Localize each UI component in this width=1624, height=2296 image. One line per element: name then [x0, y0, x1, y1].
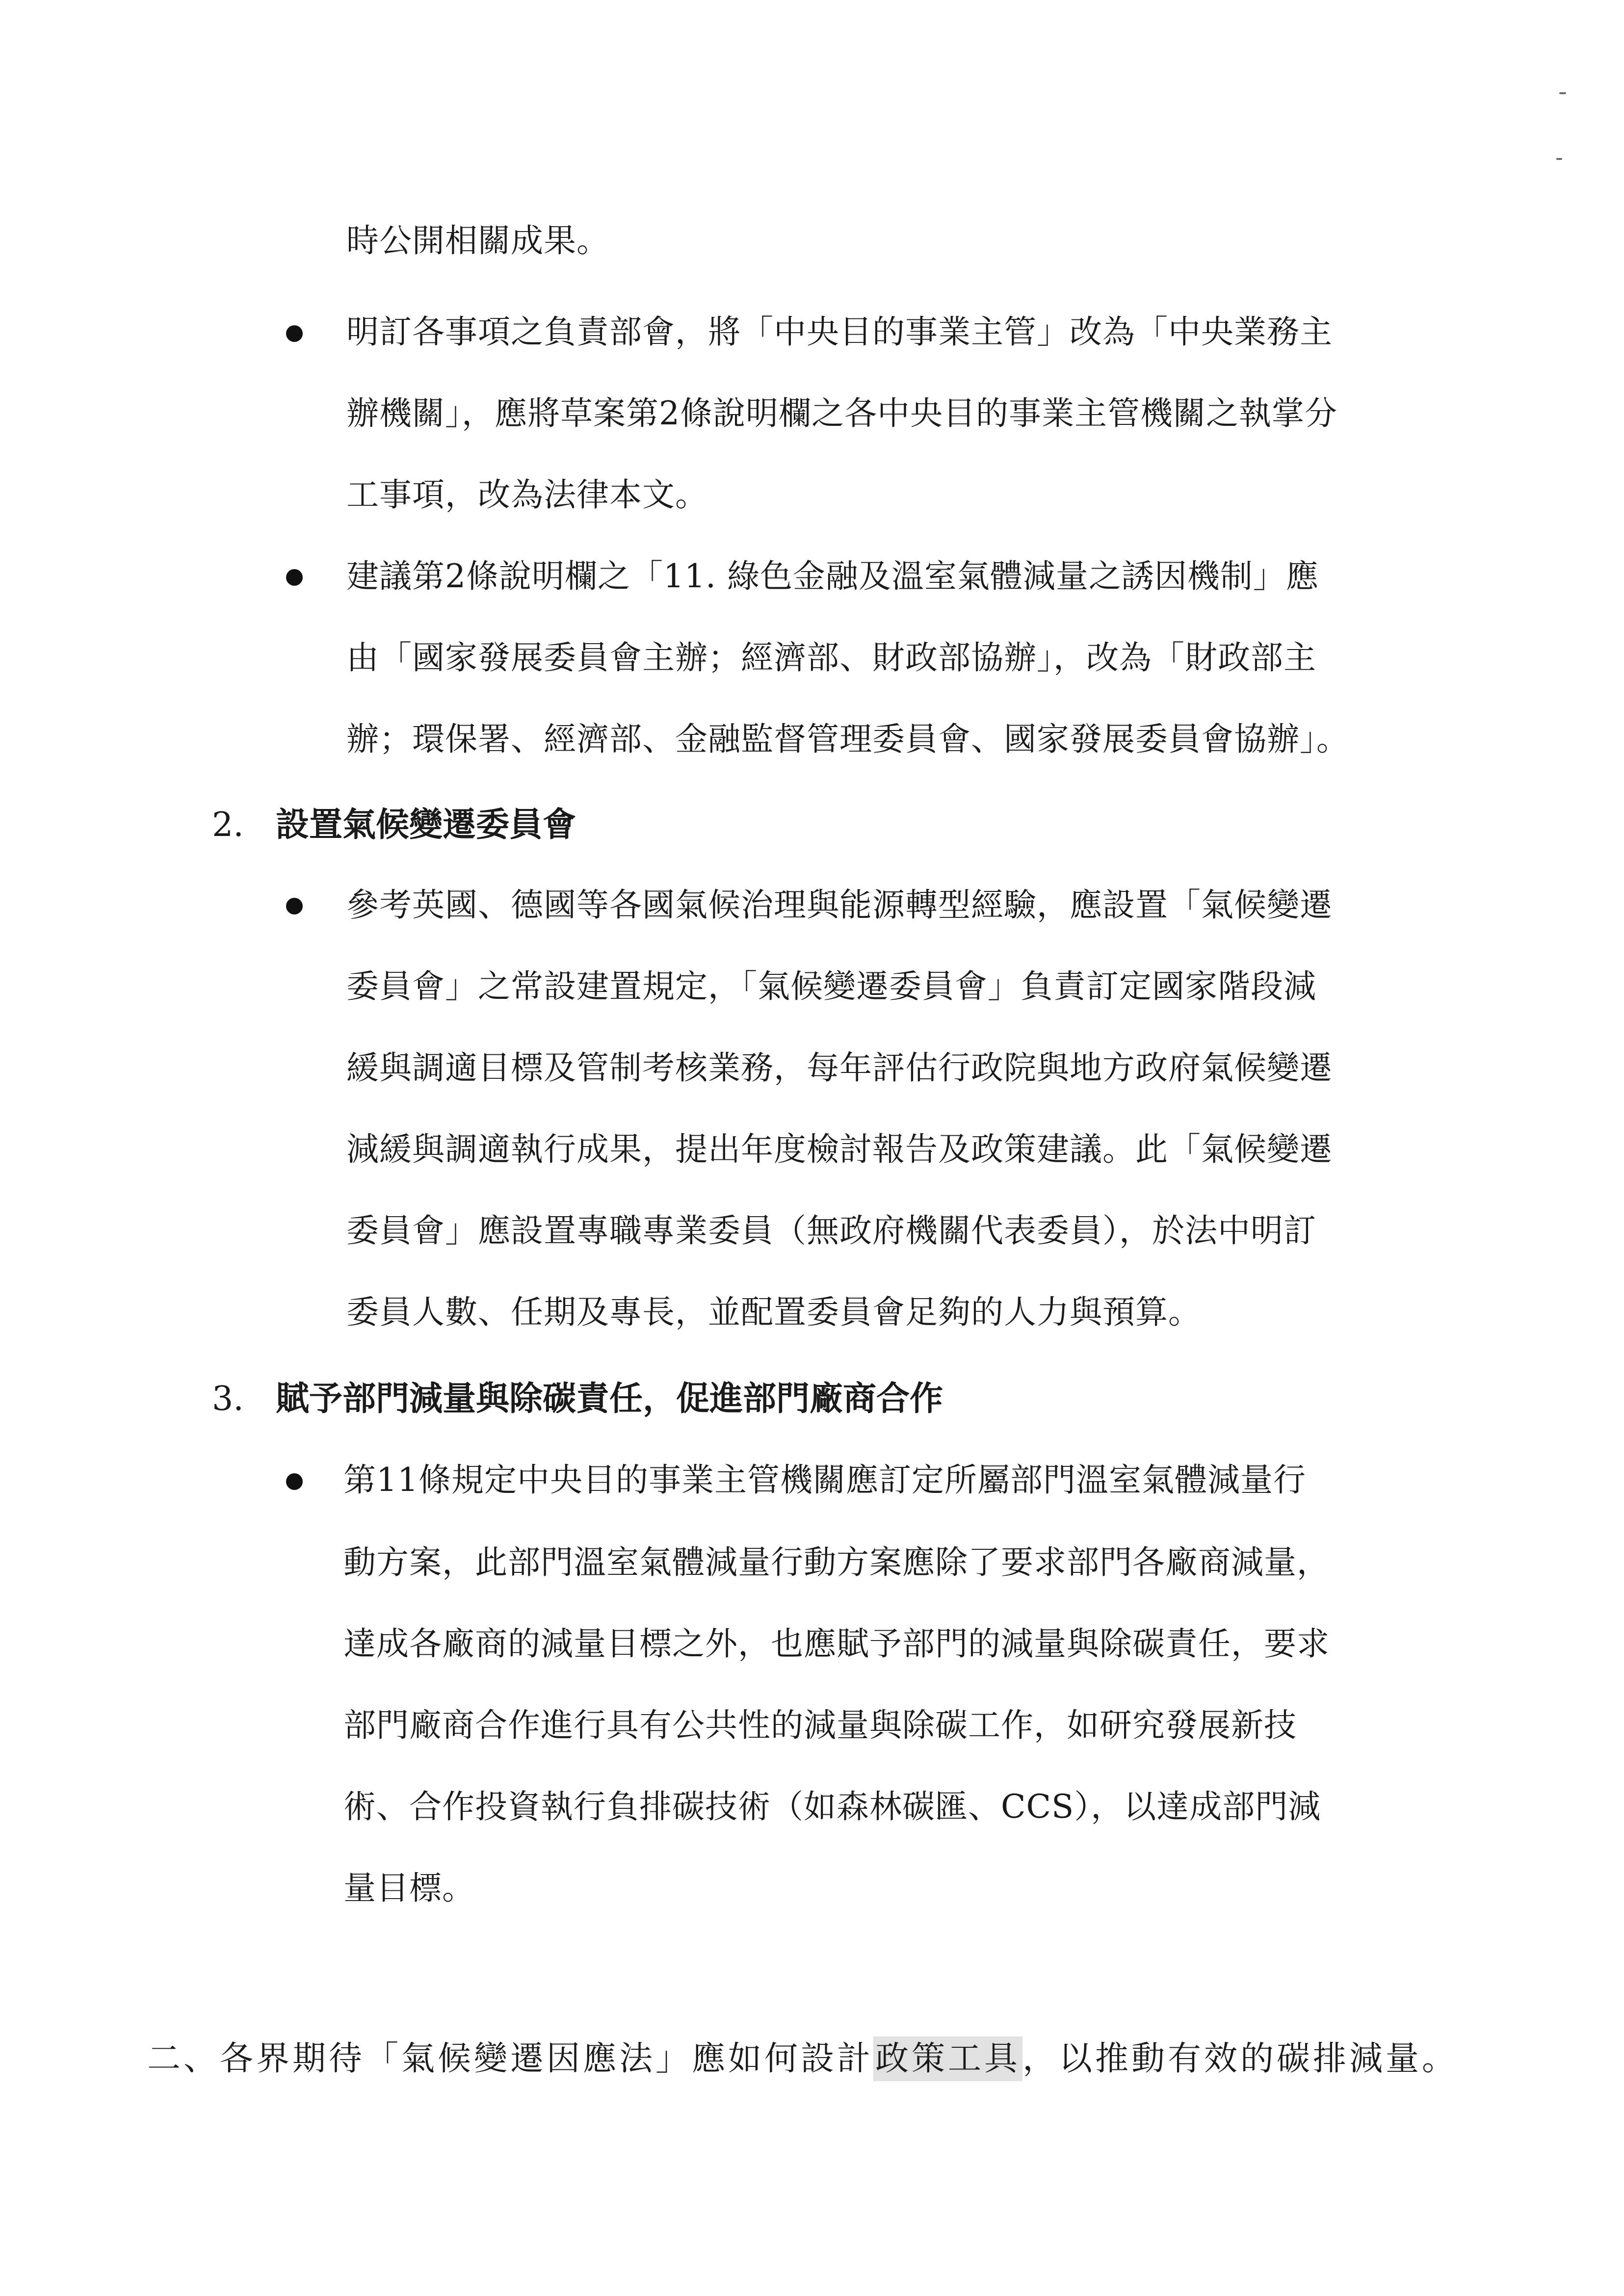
scan-speck	[1556, 158, 1562, 160]
bullet-line: 辦機關」，應將草案第2條說明欄之各中央目的事業主管機關之執掌分	[346, 394, 1337, 432]
bullet-line: 術、合作投資執行負排碳技術（如森林碳匯、CCS），以達成部門減	[343, 1788, 1321, 1826]
bullet-line: 辦；環保署、經濟部、金融監督管理委員會、國家發展委員會協辦」。	[346, 720, 1349, 758]
paragraph-line: 時公開相關成果。	[346, 222, 609, 260]
bullet-line: 委員人數、任期及專長，並配置委員會足夠的人力與預算。	[346, 1293, 1201, 1331]
bullet-line: 明訂各事項之負責部會，將「中央目的事業主管」改為「中央業務主	[346, 313, 1333, 351]
bullet-line: 緩與調適目標及管制考核業務，每年評估行政院與地方政府氣候變遷	[346, 1049, 1333, 1087]
bullet-icon	[286, 569, 303, 586]
bullet-line: 委員會」應設置專職專業委員（無政府機關代表委員），於法中明訂	[346, 1212, 1316, 1250]
bullet-line: 參考英國、德國等各國氣候治理與能源轉型經驗，應設置「氣候變遷	[346, 886, 1333, 924]
bullet-line: 第11條規定中央目的事業主管機關應訂定所屬部門溫室氣體減量行	[343, 1461, 1306, 1499]
bullet-icon	[286, 898, 303, 914]
bullet-icon	[286, 1473, 303, 1490]
section-heading	[212, 803, 576, 847]
bullet-line: 動方案，此部門溫室氣體減量行動方案應除了要求部門各廠商減量，	[343, 1543, 1330, 1581]
bullet-line: 量目標。	[343, 1869, 475, 1907]
section-title: 設置氣候變遷委員會	[276, 805, 576, 844]
bullet-line: 減緩與調適執行成果，提出年度檢討報告及政策建議。此「氣候變遷	[346, 1130, 1333, 1168]
highlighted-phrase: 政策工具	[873, 2036, 1022, 2081]
section-number: 3.	[212, 1380, 244, 1418]
question-heading	[147, 2037, 1458, 2081]
bullet-icon	[286, 325, 303, 342]
scan-speck	[1559, 92, 1566, 94]
bullet-line: 部門廠商合作進行具有公共性的減量與除碳工作，如研究發展新技	[343, 1706, 1297, 1744]
section-number: 2.	[212, 806, 244, 844]
bullet-line: 建議第2條說明欄之「11. 綠色金融及溫室氣體減量之誘因機制」應	[346, 557, 1319, 595]
bullet-line: 達成各廠商的減量目標之外，也應賦予部門的減量與除碳責任，要求	[343, 1625, 1330, 1663]
bullet-line: 工事項，改為法律本文。	[346, 476, 708, 514]
section-heading	[212, 1377, 943, 1421]
bullet-line: 委員會」之常設建置規定，「氣候變遷委員會」負責訂定國家階段減	[346, 967, 1316, 1005]
section-title: 賦予部門減量與除碳責任，促進部門廠商合作	[276, 1379, 943, 1418]
bullet-line: 由「國家發展委員會主辦；經濟部、財政部協辦」，改為「財政部主	[346, 639, 1316, 677]
question-text: 二、各界期待「氣候變遷因應法」應如何設計	[147, 2039, 874, 2078]
question-text-end: ，以推動有效的碳排減量。	[1022, 2039, 1459, 2078]
